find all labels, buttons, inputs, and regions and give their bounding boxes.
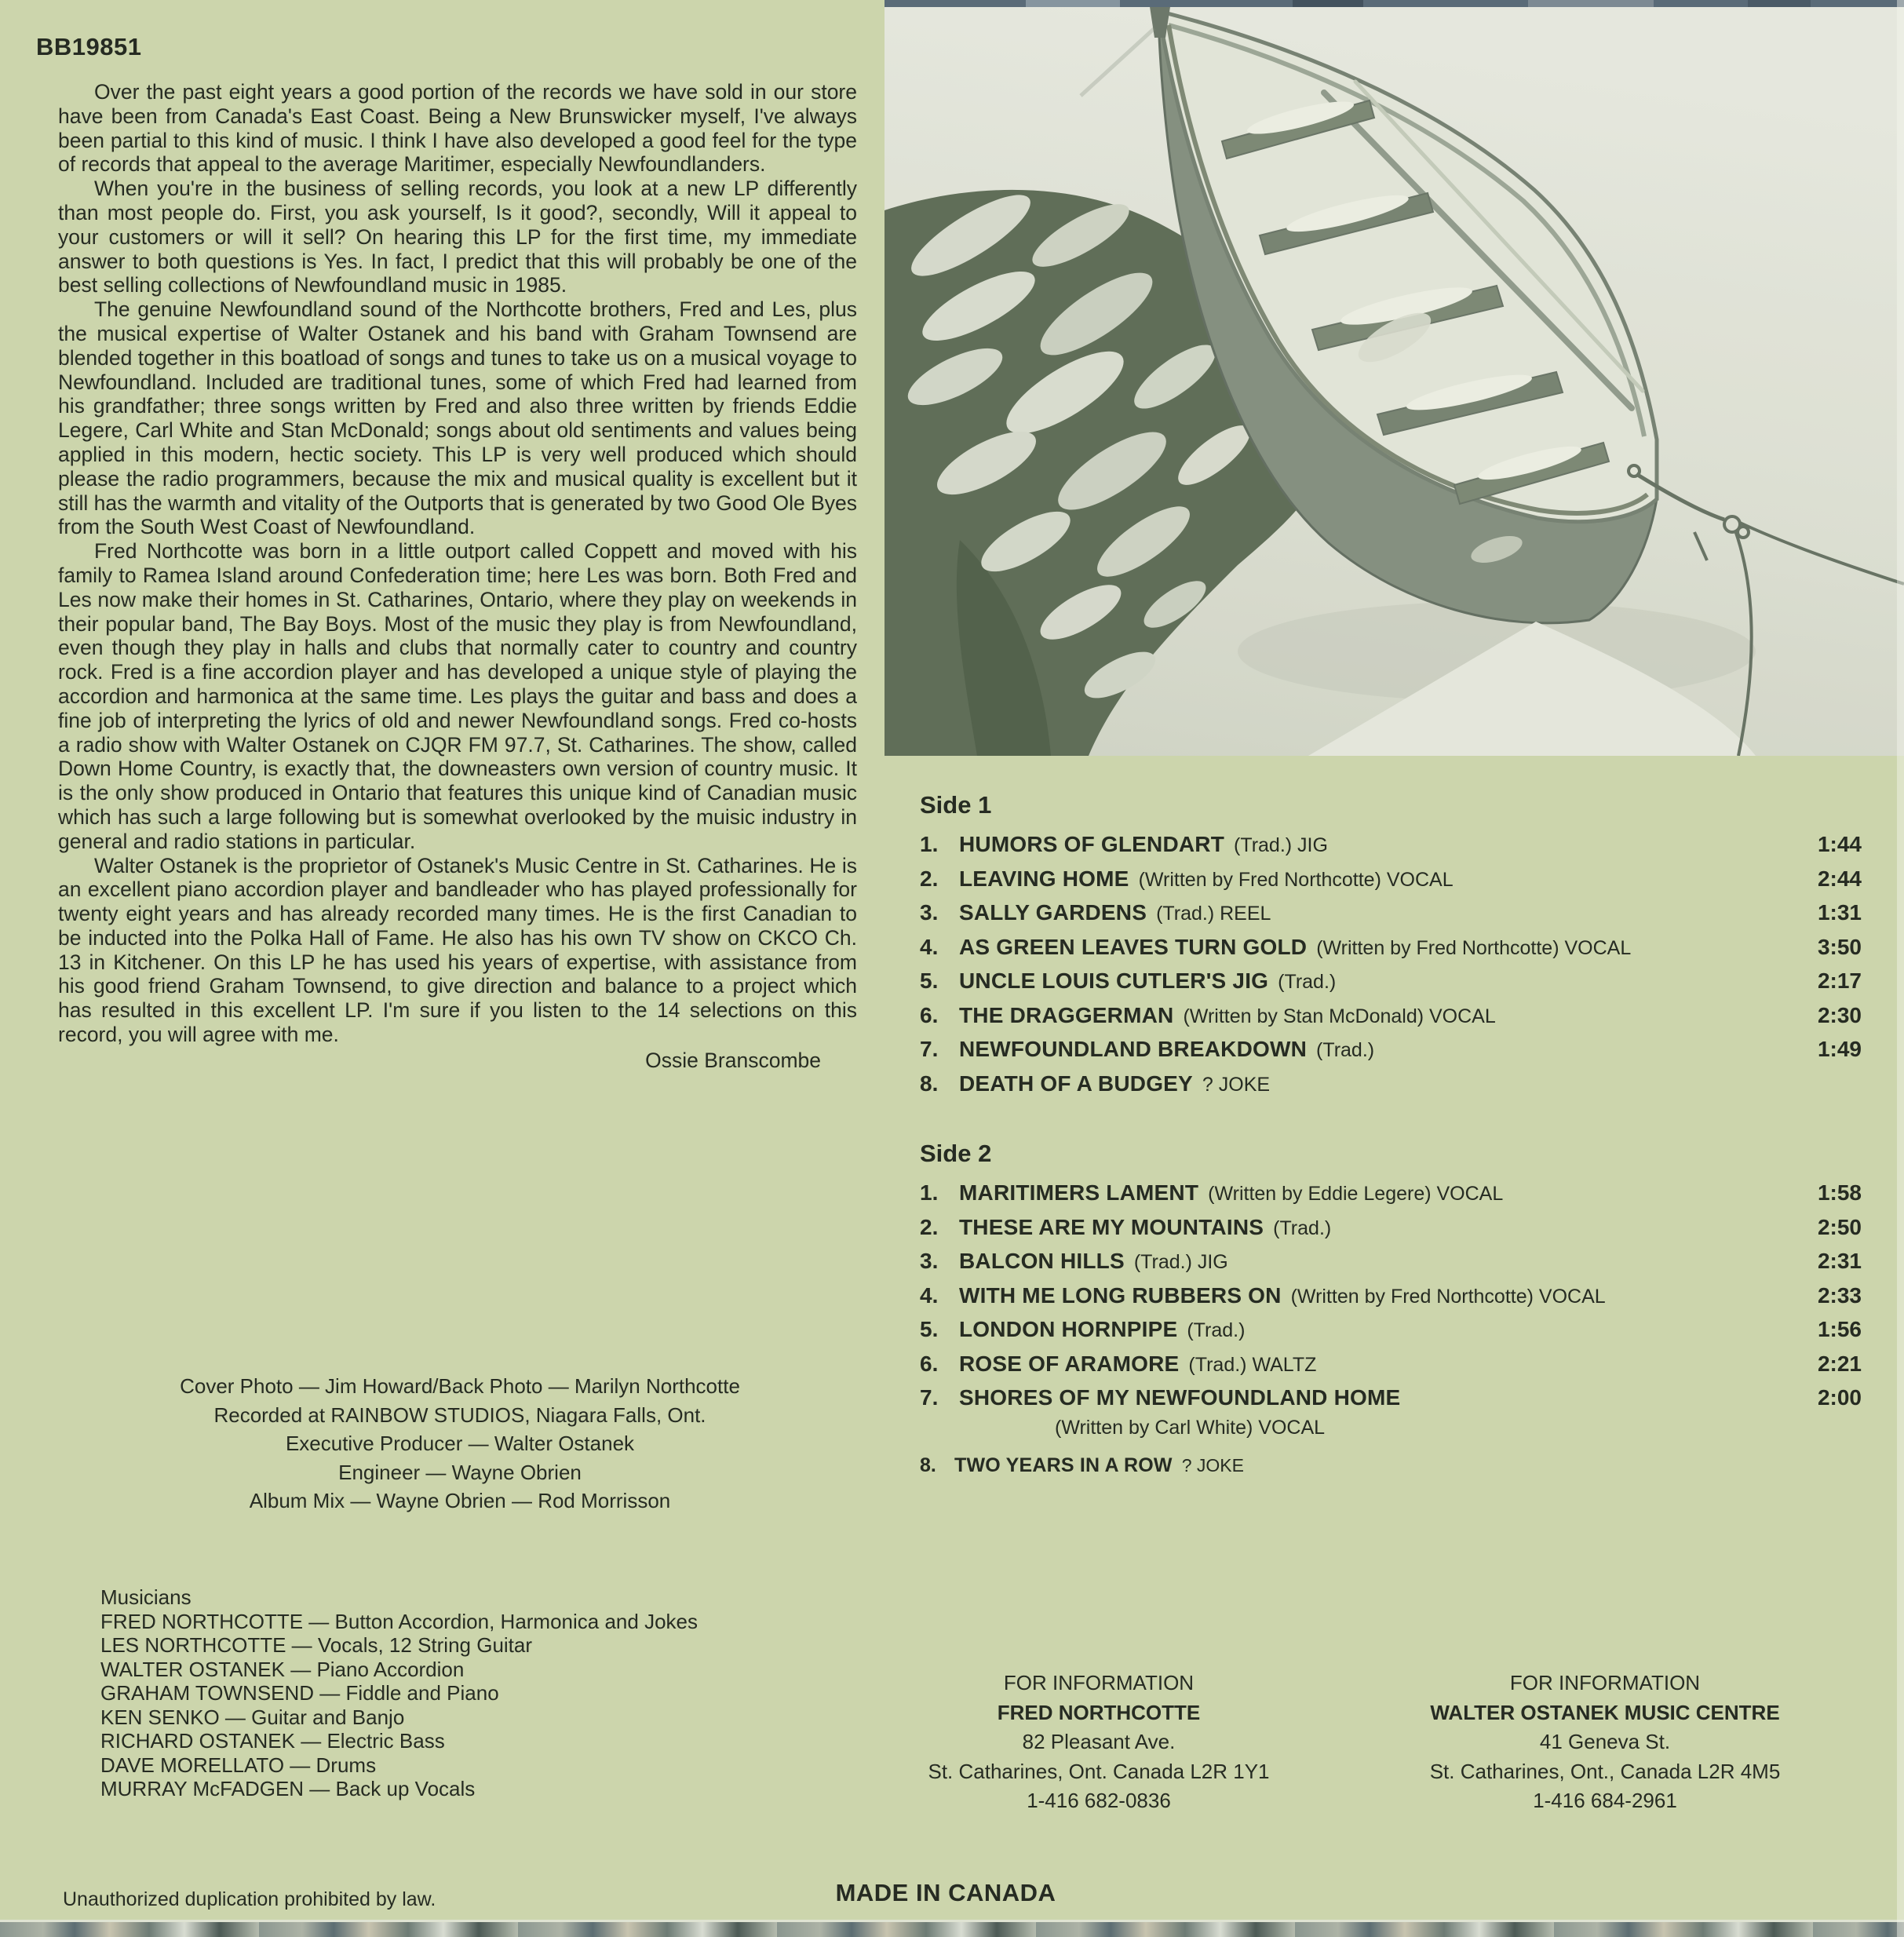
print-tint xyxy=(885,0,1904,756)
track-title: BALCON HILLS xyxy=(959,1249,1125,1273)
track-time: 2:21 xyxy=(1817,1351,1862,1376)
track-number: 6. xyxy=(920,1351,939,1376)
dory-in-snow-photo-image xyxy=(885,0,1904,756)
track-row xyxy=(920,1317,1862,1352)
credit-line-2: Recorded at RAINBOW STUDIOS, Niagara Falls, Ont. xyxy=(213,1403,706,1427)
track-subline: (Written by Carl White) VOCAL xyxy=(1055,1416,1326,1439)
track-row xyxy=(920,1071,1862,1106)
contact-heading: FOR INFORMATION xyxy=(1003,1671,1195,1694)
contact-line-3: 1-416 682-0836 xyxy=(1027,1789,1171,1812)
made-in-canada-label: MADE IN CANADA xyxy=(835,1879,1056,1906)
legal-notice: Unauthorized duplication prohibited by law. xyxy=(63,1888,436,1910)
track-detail: ? JOKE xyxy=(1181,1454,1244,1476)
musicians-lines xyxy=(100,1610,698,1801)
track-row xyxy=(920,1180,1862,1215)
track-title: LONDON HORNPIPE xyxy=(959,1317,1178,1341)
side-1-section xyxy=(920,791,1862,1105)
musicians-block xyxy=(100,1585,698,1801)
track-title: MARITIMERS LAMENT xyxy=(959,1180,1199,1205)
track-detail: (Written by Fred Northcotte) VOCAL xyxy=(1316,936,1632,959)
track-time: 2:30 xyxy=(1817,1002,1862,1027)
liner-paragraph-5: Walter Ostanek is the proprietor of Ostanek's Music Centre in St. Catharines. He is an excellent piano accordion player and bandleader who has played professionally for twenty eight years and has already recorded many times. He is the first Canadian to be inducted into the Polka Hall of Fame. He also has his own TV show on CKCO Ch. 13 in Kitchener. On this LP he has used his years of expertise, with assistance from his good friend Graham Townsend, to give direction and balance to a project which has resulted in this excellent LP. I'm sure if you listen to the 14 selections on this record, you will agree with me. xyxy=(58,853,857,1047)
track-title: NEWFOUNDLAND BREAKDOWN xyxy=(959,1037,1308,1061)
track-detail: (Written by Fred Northcotte) VOCAL xyxy=(1138,868,1454,891)
contact-block-1 xyxy=(887,1669,1311,1816)
track-row xyxy=(920,900,1862,935)
track-title: AS GREEN LEAVES TURN GOLD xyxy=(959,934,1308,959)
side-1-title: Side 1 xyxy=(920,791,992,819)
track-title: UNCLE LOUIS CUTLER'S JIG xyxy=(959,968,1269,993)
track-row xyxy=(920,1249,1862,1283)
track-time: 1:58 xyxy=(1817,1180,1862,1205)
track-detail: (Trad.) xyxy=(1316,1039,1375,1061)
musician-line-8: MURRAY McFADGEN — Back up Vocals xyxy=(100,1777,476,1800)
liner-notes xyxy=(58,80,857,1073)
track-detail: (Written by Fred Northcotte) VOCAL xyxy=(1290,1285,1606,1308)
track-time: 1:31 xyxy=(1817,900,1862,925)
track-detail: (Trad.) xyxy=(1278,971,1337,993)
track-title: TWO YEARS IN A ROW xyxy=(954,1454,1173,1476)
track-detail: (Trad.) xyxy=(1273,1217,1332,1239)
contact-line-2: St. Catharines, Ont., Canada L2R 4M5 xyxy=(1429,1759,1781,1783)
track-time: 2:17 xyxy=(1817,968,1862,993)
track-detail: (Trad.) JIG xyxy=(1234,834,1328,856)
credit-line-1: Cover Photo — Jim Howard/Back Photo — Marilyn Northcotte xyxy=(180,1374,740,1398)
liner-notes-paragraphs xyxy=(58,80,857,1047)
track-row xyxy=(920,1283,1862,1318)
track-detail: (Trad.) JIG xyxy=(1133,1251,1228,1273)
credits-block xyxy=(110,1372,810,1516)
track-title: SHORES OF MY NEWFOUNDLAND HOME xyxy=(959,1385,1401,1410)
track-row xyxy=(920,968,1862,1003)
musician-line-2: LES NORTHCOTTE — Vocals, 12 String Guitar xyxy=(100,1633,533,1657)
side-2-title: Side 2 xyxy=(920,1140,992,1167)
track-title: WITH ME LONG RUBBERS ON xyxy=(959,1282,1282,1308)
contact-line-2: St. Catharines, Ont. Canada L2R 1Y1 xyxy=(928,1759,1270,1783)
track-row xyxy=(920,1003,1862,1038)
musician-line-6: RICHARD OSTANEK — Electric Bass xyxy=(100,1729,445,1753)
track-time: 3:50 xyxy=(1817,934,1862,959)
track-number: 4. xyxy=(920,1282,939,1308)
track-number: 8. xyxy=(920,1071,939,1096)
track-number: 2. xyxy=(920,866,939,891)
track-row xyxy=(920,1037,1862,1071)
track-title: ROSE OF ARAMORE xyxy=(959,1351,1180,1376)
track-number: 2. xyxy=(920,1214,939,1239)
contact-name: WALTER OSTANEK MUSIC CENTRE xyxy=(1430,1700,1780,1724)
musicians-title: Musicians xyxy=(100,1585,191,1609)
tracklist xyxy=(920,791,1862,1484)
track-title: LEAVING HOME xyxy=(959,866,1129,891)
track-title: THE DRAGGERMAN xyxy=(959,1002,1174,1027)
track-detail: (Written by Stan McDonald) VOCAL xyxy=(1183,1005,1496,1027)
track-row xyxy=(920,866,1862,901)
musician-line-5: KEN SENKO — Guitar and Banjo xyxy=(100,1705,405,1729)
side-2-section xyxy=(920,1140,1862,1484)
track-title: SALLY GARDENS xyxy=(959,900,1147,925)
track-time: 1:56 xyxy=(1817,1317,1862,1341)
track-number: 5. xyxy=(920,1317,939,1341)
musician-line-1: FRED NORTHCOTTE — Button Accordion, Harmonica and Jokes xyxy=(100,1609,698,1633)
track-time: 2:33 xyxy=(1817,1282,1862,1308)
track-number: 8. xyxy=(920,1454,936,1476)
track-number: 3. xyxy=(920,1249,939,1273)
track-row xyxy=(920,1352,1862,1386)
track-number: 7. xyxy=(920,1037,939,1061)
liner-paragraph-2: When you're in the business of selling records, you look at a new LP differently than most people do. First, you ask yourself, Is it good?, secondly, Will it appeal to your customers or will it sell? On hearing this LP for the first time, my immediate answer to both questions is Yes. In fact, I predict that this will probably be one of the best selling collections of Newfoundland music in 1985. xyxy=(58,177,857,297)
credit-line-4: Engineer — Wayne Obrien xyxy=(338,1460,582,1484)
musician-line-4: GRAHAM TOWNSEND — Fiddle and Piano xyxy=(100,1681,499,1705)
track-detail: (Written by Eddie Legere) VOCAL xyxy=(1208,1183,1504,1205)
musician-line-7: DAVE MORELLATO — Drums xyxy=(100,1753,377,1777)
contact-line-3: 1-416 684-2961 xyxy=(1533,1789,1677,1812)
track-title: DEATH OF A BUDGEY xyxy=(959,1071,1193,1096)
track-number: 3. xyxy=(920,900,939,925)
track-row xyxy=(920,1385,1862,1420)
track-title: HUMORS OF GLENDART xyxy=(959,832,1225,856)
bottom-torn-edge xyxy=(0,1920,1904,1937)
track-number: 6. xyxy=(920,1002,939,1027)
credit-line-5: Album Mix — Wayne Obrien — Rod Morrisson xyxy=(249,1489,671,1512)
track-detail: (Trad.) WALTZ xyxy=(1188,1353,1317,1376)
track-title: THESE ARE MY MOUNTAINS xyxy=(959,1214,1264,1239)
catalog-number: BB19851 xyxy=(36,33,142,60)
top-edge-strip xyxy=(885,0,1904,7)
back-photo xyxy=(885,0,1904,756)
track-number: 1. xyxy=(920,1180,939,1205)
contact-line-1: 41 Geneva St. xyxy=(1539,1730,1671,1753)
contact-block-2 xyxy=(1385,1669,1825,1816)
track-time: 1:49 xyxy=(1817,1037,1862,1061)
track-number: 1. xyxy=(920,832,939,856)
track-detail: (Trad.) REEL xyxy=(1156,903,1271,925)
track-detail: ? JOKE xyxy=(1202,1073,1271,1096)
track-row xyxy=(920,1454,1862,1484)
track-row xyxy=(920,935,1862,969)
contact-line-1: 82 Pleasant Ave. xyxy=(1022,1730,1176,1753)
track-time: 2:50 xyxy=(1817,1214,1862,1239)
liner-paragraph-3: The genuine Newfoundland sound of the Northcotte brothers, Fred and Les, plus the musical expertise of Walter Ostanek and his band with Graham Townsend are blended together in this boatload of songs and tunes to take us on a musical voyage to Newfoundland. Included are traditional tunes, some of which Fred had learned from his grandfather; three songs written by Fred and also three written by friends Eddie Legere, Carl White and Stan McDonald; songs about old sentiments and values being applied in this modern, hectic society. This LP is very well produced which should please the radio programmers, because the mix and musical quality is excellent but it still has the warmth and vitality of the Outports that is generated by two Good Ole Byes from the South West Coast of Newfoundland. xyxy=(58,297,857,539)
track-number: 4. xyxy=(920,934,939,959)
contact-name: FRED NORTHCOTTE xyxy=(997,1700,1201,1724)
track-row xyxy=(920,1215,1862,1249)
track-detail: (Trad.) xyxy=(1187,1319,1246,1341)
track-time: 2:44 xyxy=(1817,866,1862,891)
contact-heading: FOR INFORMATION xyxy=(1509,1671,1701,1694)
liner-notes-signature: Ossie Branscombe xyxy=(645,1048,821,1072)
credit-line-3: Executive Producer — Walter Ostanek xyxy=(285,1432,635,1455)
musician-line-3: WALTER OSTANEK — Piano Accordion xyxy=(100,1657,465,1681)
track-time: 1:44 xyxy=(1817,832,1862,856)
track-time: 2:00 xyxy=(1817,1385,1862,1410)
liner-paragraph-1: Over the past eight years a good portion of the records we have sold in our store have been from Canada's East Coast. Being a New Brunswicker myself, I've always been partial to this kind of music. I think I have also developed a good feel for the type of records that appeal to the average Maritimer, especially Newfoundlanders. xyxy=(58,80,857,177)
liner-paragraph-4: Fred Northcotte was born in a little outport called Coppett and moved with his family to Ramea Island around Confederation time; here Les was born. Both Fred and Les now make their homes in St. Catharines, Ontario, where they play on weekends in their popular band, The Bay Boys. Most of the music they play is from Newfoundland, even though they play in halls and clubs that normally cater to country and country rock. Fred is a fine accordion player and has developed a unique style of playing the accordion and harmonica at the same time. Les plays the guitar and bass and does a fine job of interpreting the lyrics of old and newer Newfoundland songs. Fred co-hosts a radio show with Walter Ostanek on CJQR FM 97.7, St. Catharines. The show, called Down Home Country, is exactly that, the downeasters own version of country music. It is the only show produced in Ontario that features this unique kind of Canadian music which has such a large following but is somewhat overlooked by the muisic industry in general and radio stations in particular. xyxy=(58,539,857,853)
track-number: 7. xyxy=(920,1385,939,1410)
track-row xyxy=(920,832,1862,866)
track-number: 5. xyxy=(920,968,939,993)
scan-edge-highlight xyxy=(1897,0,1904,1937)
track-time: 2:31 xyxy=(1817,1249,1862,1273)
